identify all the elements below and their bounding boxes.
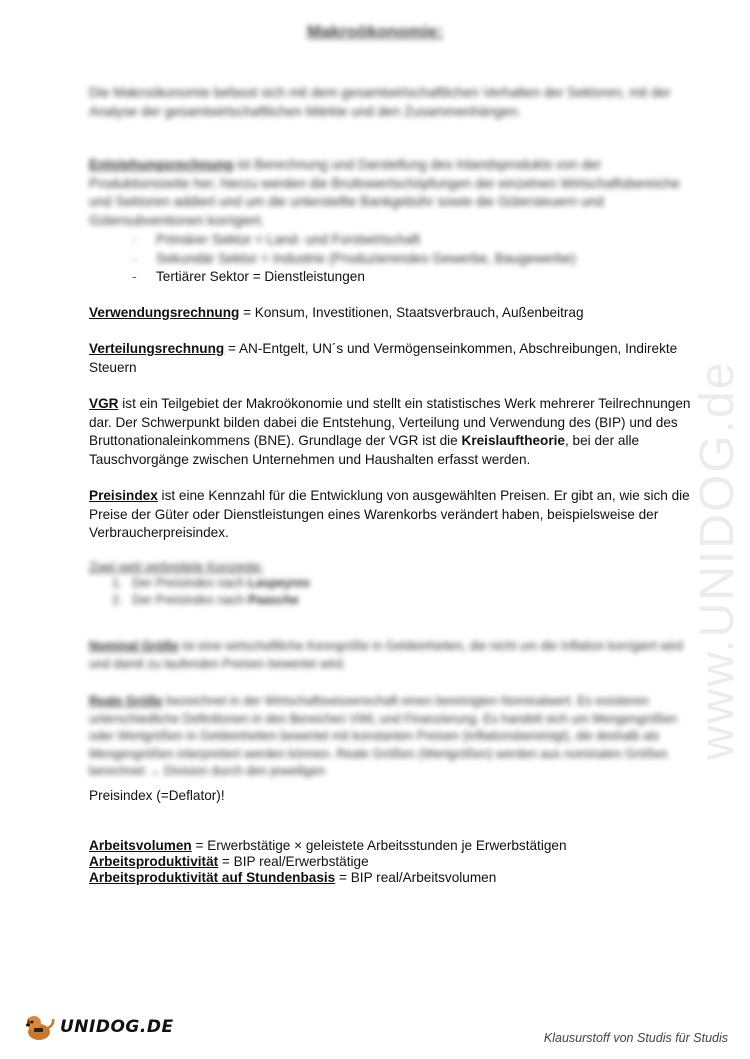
verteilung-term: Verteilungsrechnung [89, 341, 225, 356]
preisindex-paragraph: Preisindex ist eine Kennzahl für die Entwicklung von ausgewählten Preisen. Er gibt an, wie sich die Preise der Güter oder Dienstleistungen eines Warenkorbs verändert haben, beispielsweise der Verbraucherpreisindex. [89, 488, 690, 541]
kreislauftheorie-term: Kreislauftheorie [461, 433, 565, 449]
entstehung-text: ist Berechnung und Darstellung des Inlandsprodukts von der Produktionsseite her; hierzu werden die Bruttowertschöpfungen der einzelnen Wirtschaftsbereiche und Sektoren addiert und um die unterstellte Bankgebühr sowie die Gütersteuern und Gütersubventionen korrigiert. [89, 157, 680, 228]
intro-paragraph: Die Makroökonomie befasst sich mit dem gesamtwirtschaftlichen Verhalten der Sektoren, mit der Analyse der gesamtwirtschaftlichen Märkte und den Zusammenhängen. [89, 85, 671, 119]
formula-row: Arbeitsproduktivität = BIP real/Erwerbstätige [89, 854, 369, 869]
verwendung-paragraph: Verwendungsrechnung = Konsum, Investitionen, Staatsverbrauch, Außenbeitrag [89, 305, 584, 320]
dog-icon [22, 1010, 56, 1044]
entstehung-term: Entstehungsrechnung [89, 157, 234, 172]
list-item: 2. Der Preisindex nach Paasche [112, 593, 299, 607]
entstehung-paragraph [89, 156, 699, 230]
sector-list [132, 231, 576, 287]
verwendung-term: Verwendungsrechnung [89, 305, 240, 320]
formula-row: Arbeitsvolumen = Erwerbstätige × geleistete Arbeitsstunden je Erwerbstätigen [89, 838, 567, 853]
footer-logo [22, 1010, 174, 1044]
list-item: - Primärer Sektor = Land- und Forstwirtschaft [132, 232, 421, 247]
list-item: - Sekundär Sektor = Industrie (Produzierendes Gewerbe, Baugewerbe) [132, 250, 576, 266]
footer-tagline: Klausurstoff von Studis für Studis [543, 1031, 728, 1045]
konzepte-list [112, 575, 310, 609]
real-paragraph: Reale Größe bezeichnet in der Wirtschaftswissenschaft einen bereinigten Nominalwert. Es existieren unterschiedliche Definitionen in den Bereichen VWL und Finanzierung. Es handelt sich um Mengengrößen oder Wertgrößen in Geldeinheiten bewertet mit konstanten Preisen (Inflationsbereinigt), die deshalb als Mengengrößen interpretiert werden können. Reale Größen (Wertgrößen) werden aus nominalen Größen berechnet → Division durch den jeweiligen [89, 694, 678, 778]
vgr-paragraph: VGR ist ein Teilgebiet der Makroökonomie und stellt ein statistisches Werk mehrerer Teilrechnungen dar. Der Schwerpunkt bilden dabei die Entstehung, Verteilung und Verwendung des (BIP) und des Bruttonationaleinkommens (BNE). Grundlage der VGR ist die Kreislauftheorie, bei der alle Tauschvorgänge zwischen Unternehmen und Haushalten erfasst werden. [89, 396, 691, 467]
formula-list [89, 838, 699, 886]
real-paragraph-tail: Preisindex (=Deflator)! [89, 788, 225, 803]
page-title: Makroökonomie: [306, 22, 444, 41]
formula-row: Arbeitsproduktivität auf Stundenbasis = BIP real/Arbeitsvolumen [89, 870, 497, 885]
list-item: - Tertiärer Sektor = Dienstleistungen [132, 269, 365, 285]
real-term: Reale Größe [89, 694, 163, 708]
nominal-paragraph: Nominal Größe ist eine wirtschaftliche Kenngröße in Geldeinheiten, die nicht um die Inflation korrigiert wird und damit zu laufenden Preisen bewertet wird. [89, 639, 684, 671]
preisindex-term: Preisindex [89, 488, 158, 503]
logo-text: UNIDOG.DE [60, 1017, 174, 1037]
watermark: www.UNIDOG.de [691, 360, 744, 760]
vgr-term: VGR [89, 396, 119, 411]
nominal-term: Nominal Größe [89, 639, 179, 653]
list-item: 1. Der Preisindex nach Laspeyres [112, 576, 310, 590]
konzepte-heading: Zwei weit verbreitete Konzepte: [89, 560, 264, 574]
verteilung-paragraph: Verteilungsrechnung = AN-Entgelt, UN´s und Vermögenseinkommen, Abschreibungen, Indirekte Steuern [89, 341, 678, 375]
